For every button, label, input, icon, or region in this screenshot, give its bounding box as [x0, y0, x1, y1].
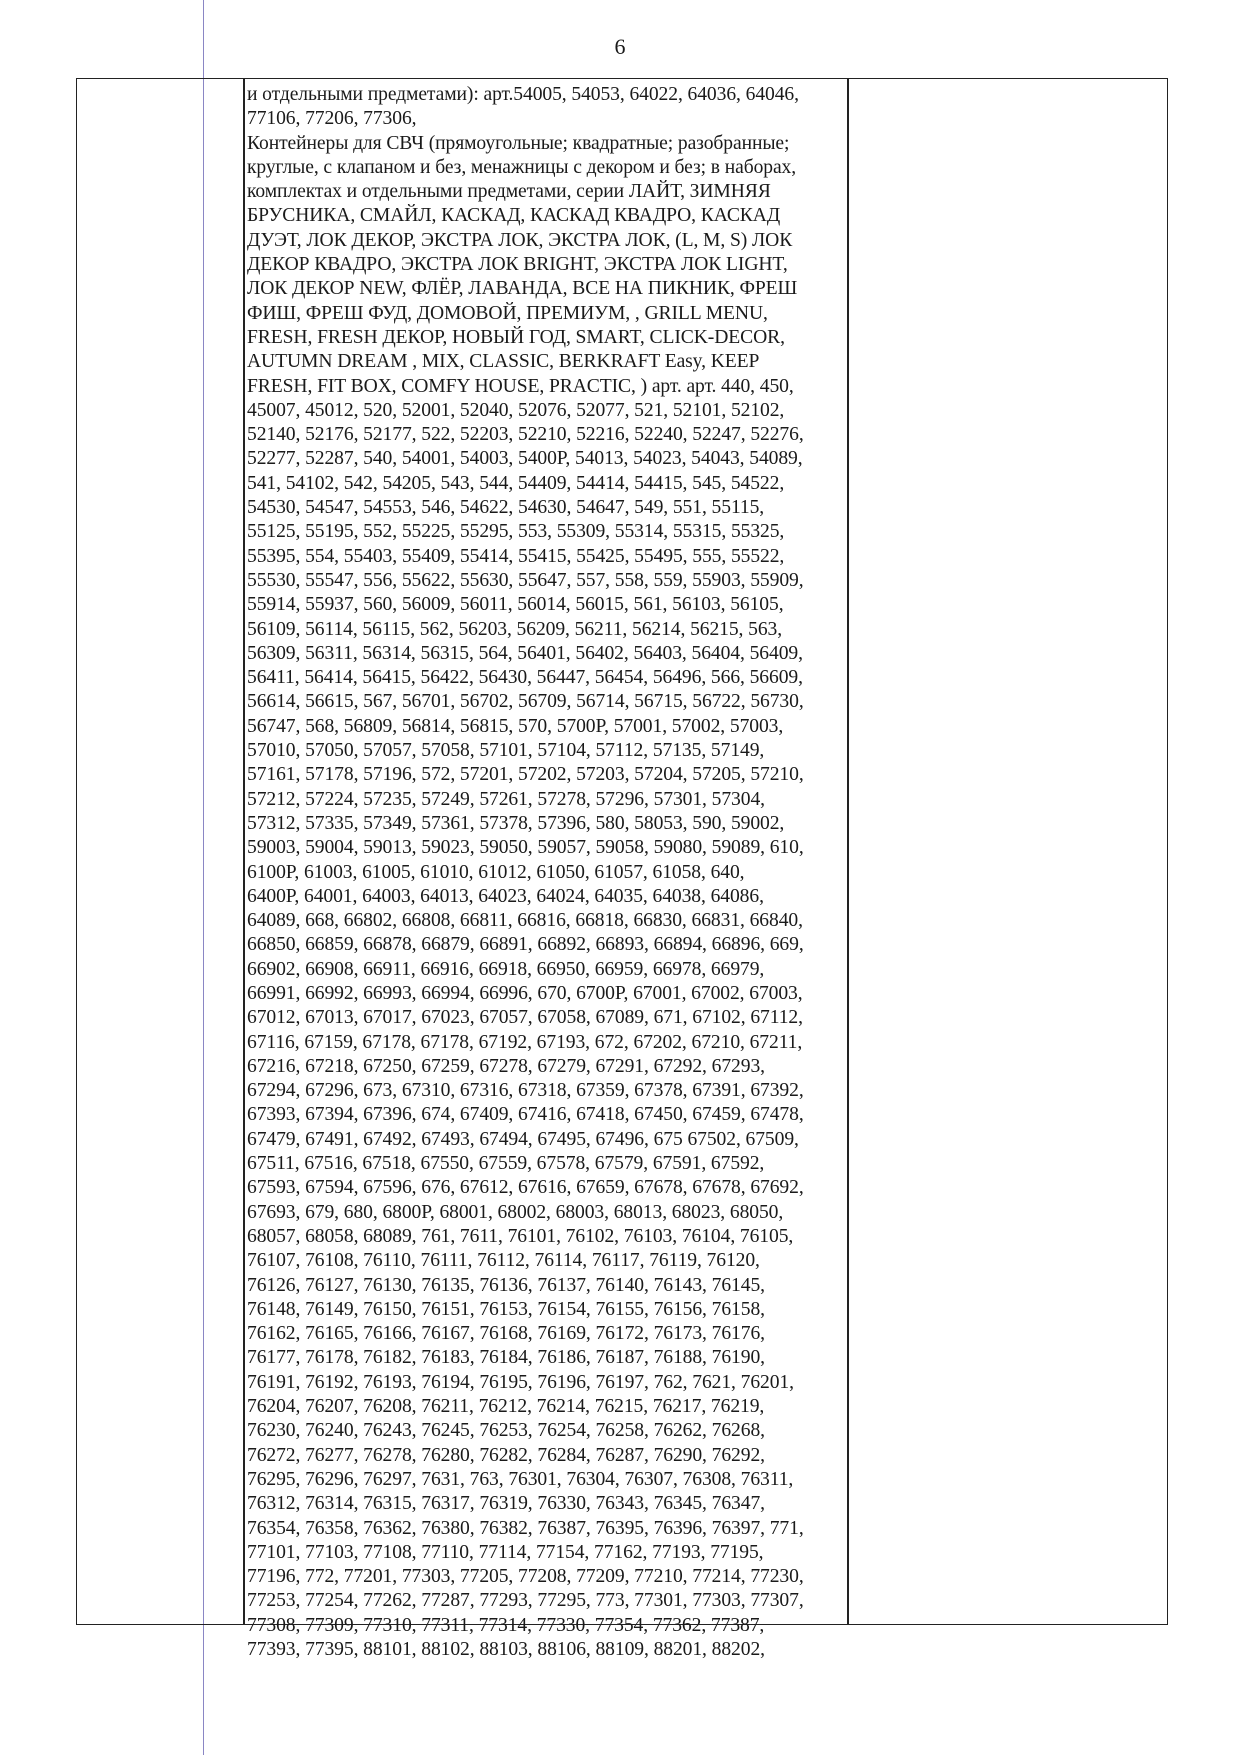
- column-divider-left: [243, 79, 245, 1624]
- page-number: 6: [614, 34, 626, 59]
- product-table: [76, 78, 1168, 1660]
- column-divider-right: [847, 79, 849, 1624]
- product-list-cell: и отдельными предметами): арт.54005, 54053, 64022, 64036, 64046, 77106, 77206, 77306, Контейнеры для СВЧ (прямоугольные; квадратные; разобранные; круглые, с клапаном и без, менажницы с декором и без; в наборах, комплектах и отдельными предметами, серии ЛАЙТ, ЗИМНЯЯ БРУСНИКА, СМАЙЛ, КАСКАД, КАСКАД КВАДРО, КАСКАД ДУЭТ, ЛОК ДЕКОР, ЭКСТРА ЛОК, ЭКСТРА ЛОК, (L, M, S) ЛОК ДЕКОР КВАДРО, ЭКСТРА ЛОК BRIGHT, ЭКСТРА ЛОК LIGHT, ЛОК ДЕКОР NEW, ФЛЁР, ЛАВАНДА, ВСЕ НА ПИКНИК, ФРЕШ ФИШ, ФРЕШ ФУД, ДОМОВОЙ, ПРЕМИУМ, , GRILL MENU, FRESH, FRESH ДЕКОР, НОВЫЙ ГОД, SMART, CLICK-DECOR, AUTUMN DREAM , MIX, CLASSIC, BERKRAFT Easy, KEEP FRESH, FIT BOX, COMFY HOUSE, PRACTIC, ) арт. арт. 440, 450, 45007, 45012, 520, 52001, 52040, 52076, 52077, 521, 52101, 52102, 52140, 52176, 52177, 522, 52203, 52210, 52216, 52240, 52247, 52276, 52277, 52287, 540, 54001, 54003, 5400P, 54013, 54023, 54043, 54089, 541, 54102, 542, 54205, 543, 544, 54409, 54414, 54415, 545, 54522, 54530, 54547, 54553, 546, 54622, 54630, 54647, 549, 551, 55115, 55125, 55195, 552, 55225, 55295, 553, 55309, 55314, 55315, 55325, 55395, 554, 55403, 55409, 55414, 55415, 55425, 55495, 555, 55522, 55530, 55547, 556, 55622, 55630, 55647, 557, 558, 559, 55903, 55909, 55914, 55937, 560, 56009, 56011, 56014, 56015, 561, 56103, 56105, 56109, 56114, 56115, 562, 56203, 56209, 56211, 56214, 56215, 563, 56309, 56311, 56314, 56315, 564, 56401, 56402, 56403, 56404, 56409, 56411, 56414, 56415, 56422, 56430, 56447, 56454, 56496, 566, 56609, 56614, 56615, 567, 56701, 56702, 56709, 56714, 56715, 56722, 56730, 56747, 568, 56809, 56814, 56815, 570, 5700P, 57001, 57002, 57003, 57010, 57050, 57057, 57058, 57101, 57104, 57112, 57135, 57149, 57161, 57178, 57196, 572, 57201, 57202, 57203, 57204, 57205, 57210, 57212, 57224, 57235, 57249, 57261, 57278, 57296, 57301, 57304, 57312, 57335, 57349, 57361, 57378, 57396, 580, 58053, 590, 59002, 59003, 59004, 59013, 59023, 59050, 59057, 59058, 59080, 59089, 610, 6100P, 61003, 61005, 61010, 61012, 61050, 61057, 61058, 640, 6400P, 64001, 64003, 64013, 64023, 64024, 64035, 64038, 64086, 64089, 668, 66802, 66808, 66811, 66816, 66818, 66830, 66831, 66840, 66850, 66859, 66878, 66879, 66891, 66892, 66893, 66894, 66896, 669, 66902, 66908, 66911, 66916, 66918, 66950, 66959, 66978, 66979, 66991, 66992, 66993, 66994, 66996, 670, 6700P, 67001, 67002, 67003, 67012, 67013, 67017, 67023, 67057, 67058, 67089, 671, 67102, 67112, 67116, 67159, 67178, 67178, 67192, 67193, 672, 67202, 67210, 67211, 67216, 67218, 67250, 67259, 67278, 67279, 67291, 67292, 67293, 67294, 67296, 673, 67310, 67316, 67318, 67359, 67378, 67391, 67392, 67393, 67394, 67396, 674, 67409, 67416, 67418, 67450, 67459, 67478, 67479, 67491, 67492, 67493, 67494, 67495, 67496, 675 67502, 67509, 67511, 67516, 67518, 67550, 67559, 67578, 67579, 67591, 67592, 67593, 67594, 67596, 676, 67612, 67616, 67659, 67678, 67678, 67692, 67693, 679, 680, 6800P, 68001, 68002, 68003, 68013, 68023, 68050, 68057, 68058, 68089, 761, 7611, 76101, 76102, 76103, 76104, 76105, 76107, 76108, 76110, 76111, 76112, 76114, 76117, 76119, 76120, 76126, 76127, 76130, 76135, 76136, 76137, 76140, 76143, 76145, 76148, 76149, 76150, 76151, 76153, 76154, 76155, 76156, 76158, 76162, 76165, 76166, 76167, 76168, 76169, 76172, 76173, 76176, 76177, 76178, 76182, 76183, 76184, 76186, 76187, 76188, 76190, 76191, 76192, 76193, 76194, 76195, 76196, 76197, 762, 7621, 76201, 76204, 76207, 76208, 76211, 76212, 76214, 76215, 76217, 76219, 76230, 76240, 76243, 76245, 76253, 76254, 76258, 76262, 76268, 76272, 76277, 76278, 76280, 76282, 76284, 76287, 76290, 76292, 76295, 76296, 76297, 7631, 763, 76301, 76304, 76307, 76308, 76311, 76312, 76314, 76315, 76317, 76319, 76330, 76343, 76345, 76347, 76354, 76358, 76362, 76380, 76382, 76387, 76395, 76396, 76397, 771, 77101, 77103, 77108, 77110, 77114, 77154, 77162, 77193, 77195, 77196, 772, 77201, 77303, 77205, 77208, 77209, 77210, 77214, 77230, 77253, 77254, 77262, 77287, 77293, 77295, 773, 77301, 77303, 77307, 77308, 77309, 77310, 77311, 77314, 77330, 77354, 77362, 77387, 77393, 77395, 88101, 88102, 88103, 88106, 88109, 88201, 88202,: [247, 84, 804, 1660]
